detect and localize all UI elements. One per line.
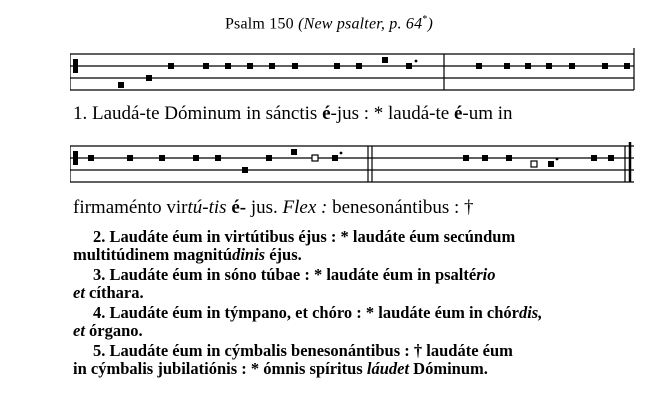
lyric-text: firmaménto vir [73,197,188,218]
staff-2-svg [70,138,636,186]
lyric-text: jus. [250,197,278,218]
staff-1-svg [70,46,636,94]
verse-number: 1. [73,103,88,124]
verse-text: multitúdinem magnitú [73,245,233,264]
verse-text: 3. Laudáte éum in sóno [93,265,261,284]
verse-line [73,284,643,302]
lyric-line-2 [73,197,474,219]
verse-text: : * laudáte éum in chór [352,303,519,322]
italic-syllables: tú-tis [187,197,227,218]
verse-line [73,342,643,360]
verse-4 [73,304,643,340]
lyric-text: -jus : * laudá-te [330,103,450,124]
verse-text: cíthara. [84,283,144,302]
accent-syllable: é- [231,197,247,218]
verse-text: rio [476,265,496,284]
lyric-text: benesonántibus : † [332,197,474,218]
lyric-text: -um in [462,103,513,124]
verse-text: láudet [366,359,410,378]
verse-text: dinis [232,245,266,264]
lyric-text: Laudá-te Dóminum in sánctis [92,103,318,124]
verse-line [73,322,643,340]
verse-text: éjus. [269,245,302,264]
verse-text: Dóminum. [409,359,488,378]
verse-text: órgano. [84,321,143,340]
chant-staff-2 [70,138,636,186]
verse-line [73,360,643,378]
verse-text: éjus [298,227,327,246]
notes-staff-2 [73,149,614,173]
verse-text: 4. Laudáte éum in týmpano, et [93,303,313,322]
verse-text: : * laudáte éum secúndum [326,227,516,246]
verse-line [73,246,643,264]
reference-close: ) [427,15,434,33]
flex-label: Flex : [282,197,328,218]
psalm-header [0,14,658,33]
verse-text: túbae [260,265,301,284]
verse-text: 2. Laudáte éum in virtútibus [93,227,299,246]
verse-text: : * laudáte éum in psalté [300,265,477,284]
verse-text: et [73,321,85,340]
notes-staff-1 [73,57,630,88]
psalm-title: Psalm 150 [224,15,294,33]
accent-syllable: é [453,103,463,124]
verse-text: et [73,283,85,302]
lyric-line-1 [73,103,513,125]
chant-staff-1 [70,46,636,94]
verse-2 [73,228,643,264]
verse-line [73,228,643,246]
accent-syllable: é [322,103,331,124]
verse-text: 5. Laudáte éum in cýmbalis benesonántibus : † laudáte éum [93,341,513,360]
verse-line [73,266,643,284]
verse-5 [73,342,643,378]
psalter-reference: (New psalter, p. 64 [298,15,423,33]
clef [73,151,78,165]
verse-text: chóro [312,303,353,322]
verse-text: in cýmbalis jubilatiónis : * ómnis spíritus [73,359,367,378]
verse-3 [73,266,643,302]
verse-line [73,304,643,322]
star-mark: * [422,14,428,25]
clef [73,59,78,73]
verse-text: dis, [518,303,543,322]
